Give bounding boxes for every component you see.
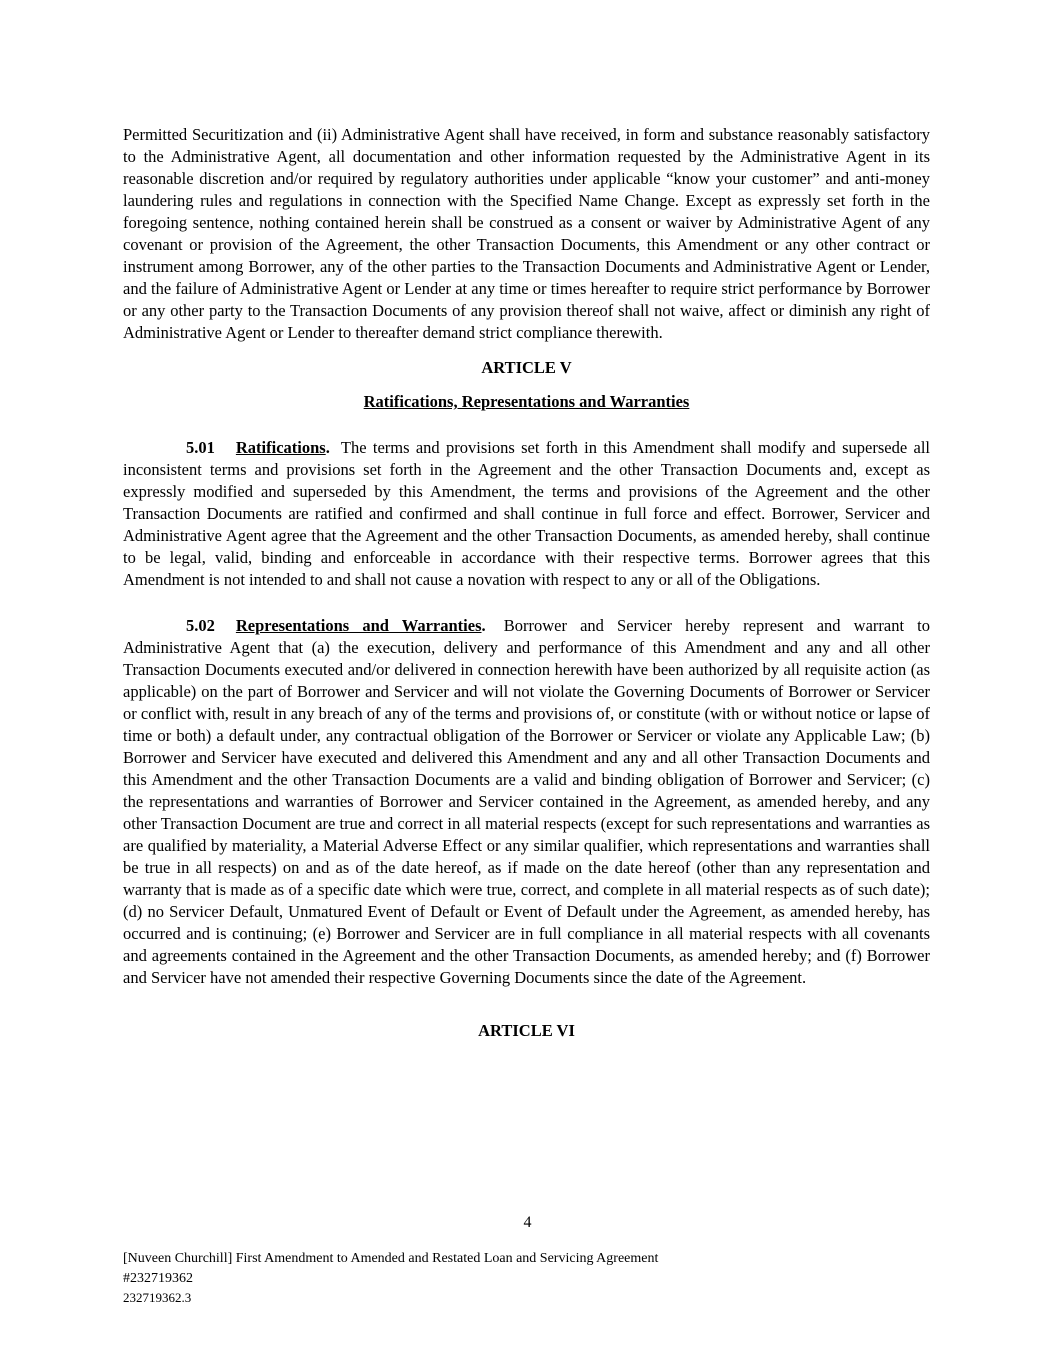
section-5-02 (123, 615, 930, 989)
section-5-02-number: 5.02 (186, 616, 215, 635)
article-v-subheading-text: Ratifications, Representations and Warranties (363, 392, 690, 411)
section-5-01-number: 5.01 (186, 438, 215, 457)
article-vi-heading: ARTICLE VI (478, 1021, 575, 1040)
section-5-01-title-period: . (325, 438, 330, 457)
footer-version-number: 232719362.3 (123, 1290, 192, 1305)
document-body (123, 124, 930, 1042)
page-number: 4 (523, 1214, 532, 1231)
footer-document-number: #232719362 (123, 1270, 193, 1286)
article-v-heading: ARTICLE V (481, 358, 572, 377)
section-5-01 (123, 437, 930, 591)
footer-document-title: [Nuveen Churchill] First Amendment to Amended and Restated Loan and Servicing Agreement (123, 1251, 659, 1266)
section-5-02-title-period: . (481, 616, 486, 635)
section-5-02-body: Borrower and Servicer hereby represent and warrant to Administrative Agent that (a) the execution, delivery and performance of this Amendment and any and all other Transaction Documents executed and/or delivered in connection herewith have been authorized by all requisite action (as applicable) on the part of Borrower and Servicer and will not violate the Governing Documents of Borrower or Servicer or conflict with, result in any breach of any of the terms and provisions of, or constitute (with or without notice or lapse of time or both) a default under, any contractual obligation of the Borrower or Servicer or violate any Applicable Law; (b) Borrower and Servicer have executed and delivered this Amendment and any and all other Transaction Documents and this Amendment and the other Transaction Documents are a valid and binding obligation of Borrower and Servicer; (c) the representations and warranties of Borrower and Servicer contained in the Agreement, as amended hereby, and any other Transaction Document are true and correct in all material respects (except for such representations and warranties as are qualified by materiality, a Material Adverse Effect or any similar qualifier, which representations and warranties shall be true in all respects) on and as of the date hereof, as if made on the date hereof (other than any representation and warranty that is made as of a specific date which were true, correct, and complete in all material respects as of such date); (d) no Servicer Default, Unmatured Event of Default or Event of Default under the Agreement, as amended hereby, has occurred and is continuing; (e) Borrower and Servicer are in full compliance in all material respects with all covenants and agreements contained in the Agreement and the other Transaction Documents, as amended hereby; and (f) Borrower and Servicer have not amended their respective Governing Documents since the date of the Agreement. (123, 616, 930, 987)
article-v-subheading (123, 391, 930, 413)
section-5-02-title: Representations and Warranties (235, 616, 482, 635)
section-5-01-title: Ratifications (235, 438, 326, 457)
page-footer (123, 1249, 933, 1307)
continuation-paragraph: Permitted Securitization and (ii) Administrative Agent shall have received, in form and substance reasonably satisfactory to the Administrative Agent, all documentation and other information requested by the Administrative Agent in its reasonable discretion and/or required by regulatory authorities under applicable “know your customer” and anti-money laundering rules and regulations in connection with the Specified Name Change. Except as expressly set forth in the foregoing sentence, nothing contained herein shall be construed as a consent or waiver by Administrative Agent of any covenant or provision of the Agreement, the other Transaction Documents, this Amendment or any other contract or instrument among Borrower, any of the other parties to the Transaction Documents and Administrative Agent or Lender, and the failure of Administrative Agent or Lender at any time or times hereafter to require strict performance by Borrower or any other party to the Transaction Documents of any provision thereof shall not waive, affect or diminish any right of Administrative Agent or Lender to thereafter demand strict compliance therewith. (123, 125, 930, 342)
section-5-01-body: The terms and provisions set forth in this Amendment shall modify and supersede all inconsistent terms and provisions set forth in the Agreement and the other Transaction Documents and, except as expressly modified and superseded by this Amendment, the terms and provisions of the Agreement and the other Transaction Documents are ratified and confirmed and shall continue in full force and effect. Borrower, Servicer and Administrative Agent agree that the Agreement and the other Transaction Documents, as amended hereby, shall continue to be legal, valid, binding and enforceable in accordance with their respective terms. Borrower agrees that this Amendment is not intended to and shall not cause a novation with respect to any or all of the Obligations. (123, 438, 931, 589)
